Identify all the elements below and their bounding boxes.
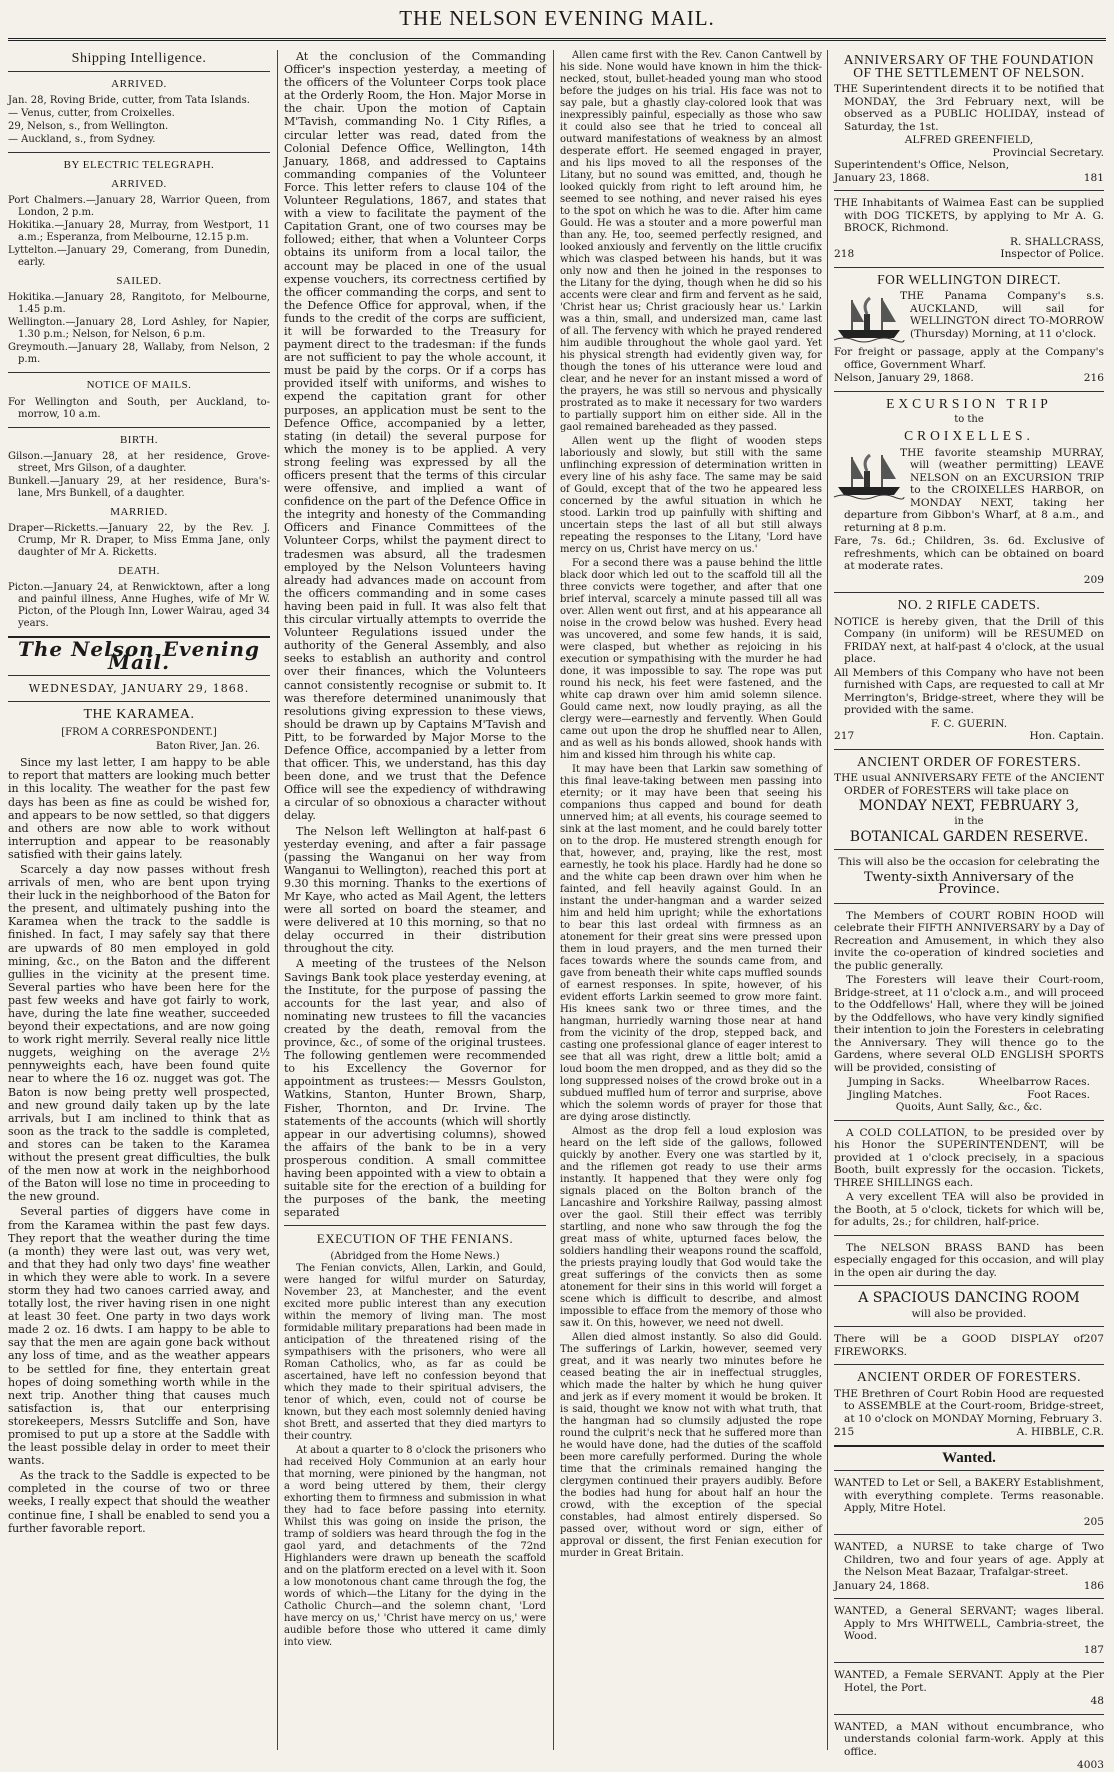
- karamea-source: [FROM A CORRESPONDENT.]: [61, 727, 217, 739]
- ad-number: 205: [1083, 1515, 1104, 1528]
- ad-dog-tickets: [834, 197, 1104, 261]
- column-divider: [827, 50, 828, 1750]
- column-3: [560, 50, 822, 1750]
- ad-excursion: [834, 395, 1104, 587]
- article-paragraph: Allen died almost instantly. So also did Gould. The sufferings of Larkin, however, seemed very great, and it was nearly two minutes before he ceased beating the air in ineffectual struggles, which made the halter by which he hung quiver and jerk as if every moment it would be broken. It is said, thought we know not with what truth, that the hangman had so clumsily adjusted the rope round the culprit's neck that he suffered more than he would have done, had the duties of the scaffold been more carefully performed. During the whole time that the criminals remained hanging the clergymen continued their prayers audibly. Before the bodies had hung for about half an hour the crowd, with the exception of the special constables, had almost entirely dispersed. So passed over, without word or sign, either of approval or dissent, the first Fenian execution for murder in Great Britain.: [560, 1332, 822, 1559]
- shipping-entry: Port Chalmers.—January 28, Warrior Queen, from London, 2 p.m.: [8, 195, 270, 219]
- ad-text: THE Superintendent directs it to be notified that MONDAY, the 3rd February next, will be observed as a PUBLIC HOLIDAY, instead of Saturday, the 1st.: [834, 83, 1104, 133]
- wanted-ad: WANTED to Let or Sell, a BAKERY Establishment, with everything complete. Terms reasonable. Apply, Mitre Hotel.: [834, 1477, 1104, 1514]
- wanted-ad: WANTED, a Female SERVANT. Apply at the Pier Hotel, the Port.: [834, 1669, 1104, 1694]
- shipping-entry: Lyttelton.—January 29, Comerang, from Dunedin, early.: [8, 245, 270, 269]
- ad-dancing-room-sub: will also be provided.: [911, 1307, 1027, 1320]
- article-paragraph: At about a quarter to 8 o'clock the prisoners who had received Holy Communion at an early hour that morning, were pinioned by the hangman, not a word being uttered by them, their clergy exhorting them to firmness and submission in what they had to face before passing into eternity. Whilst this was going on inside the prison, the tramp of soldiers was heard through the fog in the gaol yard, and detachments of the 72nd Highlanders were drawn up beneath the scaffold and on the platform erected on a level with it. Soon a low monotonous chant came through the fog, the words of which—the Litany for the dying in the Catholic Church—and the solemn chant, 'Lord have mercy on us,' 'Christ have mercy on us,' were audible before those who uttered it came dimly into view.: [284, 1445, 546, 1649]
- shipping-entry: Hokitika.—January 28, Murray, from Westport, 11 a.m.; Esperanza, from Melbourne, 12.15 p.m.: [8, 220, 270, 244]
- ad-venue: BOTANICAL GARDEN RESERVE.: [849, 828, 1089, 845]
- ad-text: NOTICE is hereby given, that the Drill of this Company (in uniform) will be RESUMED on FRIDAY next, at half-past 4 o'clock, at the usual place.: [834, 615, 1104, 665]
- shipping-entry: — Auckland, s., from Sydney.: [8, 134, 156, 146]
- ad-to: to the: [954, 414, 984, 425]
- wanted-section: [834, 1449, 1104, 1772]
- ad-anniversary: [834, 54, 1104, 184]
- ad-date: January 24, 1868.: [834, 1579, 930, 1592]
- ad-paragraph: The Foresters will leave their Court-room, Bridge-street, at 11 o'clock a.m., and will proceed to the Oddfellows' Hall, where they will be joined by the Oddfellows, who have very kindly signified their intention to join the Foresters in celebrating the Anniversary. They will thence go to the Gardens, where several OLD ENGLISH SPORTS will be provided, consisting of: [834, 974, 1104, 1074]
- ad-signature: F. C. GUERIN.: [930, 717, 1008, 730]
- ad-rifle-cadets: [834, 599, 1104, 743]
- ad-occasion: This will also be the occasion for celebrating the: [838, 856, 1100, 868]
- fenians-heading: EXECUTION OF THE FENIANS.: [316, 1231, 514, 1247]
- article-paragraph: As the track to the Saddle is expected to be completed in the course of two or three weeks, I really expect that should the weather continue fine, I shall be enabled to send you a further favorable report.: [8, 1469, 270, 1535]
- masthead-rule: [8, 38, 1106, 41]
- issue-date: WEDNESDAY, JANUARY 29, 1868.: [28, 682, 250, 696]
- birth-notice: Gilson.—January 28, at her residence, Grove-street, Mrs Gilson, of a daughter.: [8, 450, 270, 474]
- telegraph-heading: BY ELECTRIC TELEGRAPH.: [63, 159, 215, 172]
- ad-text: THE Inhabitants of Waimea East can be supplied with DOG TICKETS, by applying to Mr A. G. BROCK, Richmond.: [834, 197, 1104, 234]
- article-paragraph: It may have been that Larkin saw something of this final leave-taking between men passing into eternity; or it may have been that seeing his companions thus capped and bound for death unnerved him; at all events, his courage seemed to sink at the last moment, and he could barely totter on to the drop. He mustered strength enough for that, however, and, praying, like the rest, most earnestly, he took his place. Hardly had he done so and the white cap been drawn over him when he fainted, and fell heavily against Gould. In an instant the under-hangman and a warder seized him and held him upright; while the exhortations to bear this last ordeal with firmness as an atonement for their great sins were pressed upon them in loud prayers, and the men turned their faces towards where the sounds came from, and gave from beneath their white caps muffled sounds of earnest responses. In spite, however, of his evident efforts Larkin seemed to grow more faint. His knees sank two or three times, and the hangman, hurriedly warning those near at hand from the vicinity of the drop, stepped back, and casting one professional glance of eager interest to see that all was right, drew a little bolt; amid a loud boom the men dropped, and as they did so the long suppressed noises of the crowd broke out in a subdued muffled hum of terror and surprise, above which the solemn words of prayer for those that are dying arose distinctly.: [560, 764, 822, 1123]
- ad-foresters-assemble: [834, 1371, 1104, 1439]
- article-paragraph: Several parties of diggers have come in from the Karamea within the past few days. They report that the weather during the time (a month) they were last out, was very wet, and that they had only two days' fine weather in which they were able to work. In a severe storm they had two canoes carried away, and totally lost, the river having risen in one night at least 30 feet. One party in two days work made 2 oz. 16 dwts. I am happy to be able to say that the men are again gone back without any loss of time, and as the weather appears to be settled for fine, they entertain great hopes of doing something worth while in the next trip. Another thing that causes much satisfaction is, that our enterprising storekeepers, Messrs Sutcliffe and Son, have promised to put up a store at the Saddle with the least possible delay in order to meet their wants.: [8, 1205, 270, 1468]
- ad-title: ANCIENT ORDER OF FORESTERS.: [856, 1369, 1082, 1384]
- sport-item: Jumping in Sacks.: [848, 1076, 945, 1088]
- ad-event-date: MONDAY NEXT, FEBRUARY 3,: [858, 798, 1080, 814]
- ad-text: For freight or passage, apply at the Company's office, Government Wharf.: [834, 346, 1104, 371]
- ad-title: EXCURSION TRIP: [886, 395, 1052, 411]
- article-paragraph: At the conclusion of the Commanding Officer's inspection yesterday, a meeting of the officers of the Volunteer Corps took place at the Orderly Room, the Hon. Major Morse in the chair. Upon the motion of Captain M'Tavish, commanding No. 1 City Rifles, a circular letter was read, dated from the Colonial Defence Office, Wellington, 14th January, 1868, and addressed to Captains commanding companies of the Volunteer Force. This letter refers to clause 104 of the Volunteer Regulations, 1867, and states that with a view to facilitate the payment of the Capitation Grant, one of two courses may be followed; either, that when a Volunteer Corps obtains its uniform from a local tailor, the account may be placed in one of the usual expense vouchers, its correctness certified by the officer commanding the corps, and sent to the Defence Office for approval, when, if the funds to the credit of the corps are sufficient, it will be forwarded to the Treasury for payment direct to the tradesman: if the funds are not sufficient to pay the whole account, it must be paid by the corps. Or if a corps has provided itself with uniforms, and wishes to expend the capitation grant for other purposes, an application must be sent to the Defence Office, accompanied by a letter, stating (in detail) the several purpose for which the money is to be applied. A very strong feeling was expressed by all the officers present that the terms of this circular were offensive, and implied a want of confidence on the part of the Defence Office in the integrity and honesty of the Commanding Officers and Finance Committees of the Volunteer Corps, whilst the payment direct to tradesmen was absurd, all the tradesmen employed by the Nelson Volunteers having already had advances made on account from the officers commanding and in some cases having been paid in full. It was also felt that this circular virtually attempts to override the Volunteer Regulations issued under the authority of the General Assembly, and also seeks to establish an authority and control over their finances, which the Volunteers cannot consistently recognise or submit to. It was therefore determined unanimously that resolutions giving expression to these views, should be drawn up by Captains M'Tavish and Pitt, to be forwarded by Major Morse to the Defence Office, accompanied by a letter from that officer. This, we understand, has this day been done, and we trust that the Defence Office will see the expediency of withdrawing a circular of so obnoxious a character without delay.: [284, 50, 546, 823]
- ad-in: in the: [954, 815, 984, 827]
- ad-number: 216: [1083, 372, 1104, 384]
- shipping-entry: Wellington.—January 28, Lord Ashley, for Napier, 1.30 p.m.; Nelson, for Nelson, 6 p.m.: [8, 317, 270, 341]
- sport-item: Quoits, Aunt Sally, &c., &c.: [895, 1101, 1043, 1113]
- ad-signature: A. HIBBLE, C.R.: [1016, 1426, 1104, 1438]
- fenians-source: (Abridged from the Home News.): [330, 1251, 500, 1263]
- column-divider: [553, 50, 554, 1750]
- ad-role: Hon. Captain.: [1029, 730, 1104, 742]
- shipping-entry: Hokitika.—January 28, Rangitoto, for Melbourne, 1.45 p.m.: [8, 292, 270, 316]
- article-paragraph: Allen went up the flight of wooden steps laboriously and slowly, but still with the same unflinching expression of determination written in every line of his ashy face. The same may be said of Gould, except that of the two he appeared less concerned by the awful situation in which he stood. Larkin trod up painfully with shifting and uncertain steps the last of all but still always repeating the responses to the Litany, 'Lord have mercy on us, Christ have mercy on us.': [560, 436, 822, 555]
- article-paragraph: The Nelson left Wellington at half-past 6 yesterday evening, and after a fair passage (passing the Wanganui on her way from Wanganui to Wellington), reached this port at 9.30 this morning. Thanks to the exertions of Mr Kaye, who acted as Mail Agent, the letters were all sorted on board the steamer, and were delivered at 10 this morning, so that no delay occurred in their distribution throughout the city.: [284, 824, 546, 956]
- paper-nameplate: The Nelson Evening Mail.: [17, 636, 261, 674]
- wanted-ad: WANTED, a NURSE to take charge of Two Children, two and four years of age. Apply at the Nelson Meat Bazaar, Trafalgar-street.: [834, 1541, 1104, 1578]
- article-paragraph: A meeting of the trustees of the Nelson Savings Bank took place yesterday evening, at the Institute, for the purpose of passing the accounts for the last year, and also of nominating new trustees to fill the vacancies created by the death, removal from the province, &c., of some of the original trustees. The following gentlemen were recommended to his Excellency the Governor for appointment as trustees:— Messrs Goulston, Watkins, Stanton, Hunter Brown, Sharp, Fisher, Thornton, and Dr. Irvine. The statements of the accounts (which will shortly appear in our advertising columns), showed the affairs of the bank to be in a very prosperous condition. A small committee having been appointed with a view to obtain a suitable site for the erection of a building for the purposes of the bank, the meeting separated: [284, 957, 546, 1220]
- ad-number: 207: [1083, 1333, 1104, 1345]
- shipping-entry: — Venus, cutter, from Croixelles.: [8, 108, 175, 120]
- column-1: [8, 50, 270, 1750]
- sport-item: Foot Races.: [1027, 1088, 1090, 1101]
- newspaper-title: THE NELSON EVENING MAIL.: [399, 6, 715, 30]
- ad-title: ANCIENT ORDER OF FORESTERS.: [856, 753, 1082, 769]
- ad-signature: ALFRED GREENFIELD,: [904, 134, 1034, 146]
- ad-title: ANNIVERSARY OF THE FOUNDATION OF THE SETTLEMENT OF NELSON.: [843, 52, 1095, 80]
- column-2: [284, 50, 546, 1750]
- ad-text: THE Panama Company's s.s. AUCKLAND, will sail for WELLINGTON direct TO-MORROW (Thursday) Morning, at 11 o'clock.: [900, 290, 1104, 340]
- ad-text: All Members of this Company who have not been furnished with Caps, are requested to call at Mr Merrington's, Bridge-street, where they will be provided with the same.: [834, 666, 1104, 716]
- karamea-heading: THE KARAMEA.: [83, 707, 195, 723]
- ad-number: 209: [1083, 573, 1104, 586]
- sport-item: Jingling Matches.: [848, 1088, 943, 1101]
- ad-number: 187: [1083, 1643, 1104, 1656]
- ad-number: 186: [1083, 1579, 1104, 1592]
- ad-dancing-room: A SPACIOUS DANCING ROOM: [858, 1290, 1080, 1306]
- masthead: [0, 0, 1114, 44]
- telegraph-arrived-heading: ARRIVED.: [111, 178, 167, 191]
- ad-text: THE favorite steamship MURRAY, will (weather permitting) LEAVE NELSON on an EXCURSION TRIP to the CROIXELLES HARBOR, on MONDAY NEXT, taking her departure from Gibbon's Wharf, at 8 a.m., and returning at 8 p.m.: [844, 446, 1104, 534]
- karamea-dateline: Baton River, Jan. 26.: [156, 741, 260, 753]
- ad-number: 181: [1083, 171, 1104, 184]
- mails-heading: NOTICE OF MAILS.: [86, 379, 192, 392]
- shipping-entry: Greymouth.—January 28, Wallaby, from Nelson, 2 p.m.: [8, 342, 270, 366]
- ad-paragraph: A COLD COLLATION, to be presided over by his Honor the SUPERINTENDENT, will be provided at 1 o'clock precisely, in a spacious Booth, built expressly for the occasion. Tickets, THREE SHILLINGS each.: [834, 1126, 1104, 1189]
- article-paragraph: Scarcely a day now passes without fresh arrivals of men, who are bent upon trying their luck in the neighborhood of the Baton for the present, and ultimately pushing into the Karamea when the track to the saddle is finished. In fact, I may safely say that there are upwards of 80 men employed in gold mining, &c., on the Baton and the different gullies in the vicinity at the present time. Several parties who have been here for the past few weeks and have got fairly to work, have, during the late fine weather, succeeded beyond their expectations, and are now going to work right merrily. Several really nice little nuggets, weighing on the average 2½ pennyweights each, have been found quite near to where the 16 oz. nugget was got. The Baton is now being pretty well prospected, and new ground daily taken up by the late arrivals, but I am inclined to think that as soon as the track to the saddle is completed, and stores can be taken to the Karamea without the present great difficulties, the bulk of the men now at work in the neighborhood of the Baton will lose no time in proceeding to the new ground.: [8, 862, 270, 1204]
- ad-title: NO. 2 RIFLE CADETS.: [897, 597, 1041, 612]
- ad-date: Nelson, January 29, 1868.: [834, 372, 974, 384]
- article-paragraph: Allen came first with the Rev. Canon Cantwell by his side. None would have known in him the thick-necked, stout, bullet-headed young man who stood before the judges on his trial. His face was not to say pale, but a ghastly clay-colored look that was inexpressibly painful, especially as those who saw it could also see that he tried to conceal all outward manifestations of weakness by an almost desperate effort. He seemed engaged in prayer, and his lips moved to all the responses of the Litany, but no sound was emitted, and, though he looked quickly from right to left around him, he seemed to see nothing, and never raised his eyes to the spot on which he was to die. After him came Gould. He was a stouter and a more powerful man than any. He, too, seemed perfectly resigned, and looked anxiously and fervently on the little crucifix which was clasped between his hands, but it was only now and then he joined in the responses to the Litany for the dying, though when he did so his accents were clear and firm and fervent as he said, 'Christ hear us; Christ graciously hear us.' Larkin was a thin, small, and undersized man, came last of all. The fervency with which he prayed rendered him audible throughout the whole gaol yard. Yet his physical strength had evidently given way, for though the tones of his utterance were loud and clear, and he never for an instant missed a word of the prayers, he was still so nervous and physically prostrated as to make it necessary for two warders to partially support him on either side. All in the gaol remained bareheaded as they passed.: [560, 50, 822, 433]
- ad-number: 4003: [1077, 1759, 1104, 1771]
- ad-number: 48: [1090, 1695, 1104, 1707]
- ad-fireworks: There will be a GOOD DISPLAY of FIREWORKS.: [834, 1333, 1084, 1358]
- ad-date: January 23, 1868.: [834, 171, 930, 184]
- death-notice: Picton.—January 24, at Renwicktown, after a long and painful illness, Anne Hughes, wife of Mr W. Picton, of the Plough Inn, Lower Wairau, aged 34 years.: [8, 581, 270, 629]
- wanted-heading: Wanted.: [942, 1449, 996, 1466]
- shipping-heading: Shipping Intelligence.: [71, 51, 207, 66]
- married-heading: MARRIED.: [110, 505, 168, 518]
- ad-office: Superintendent's Office, Nelson,: [834, 159, 1010, 171]
- column-divider: [277, 50, 278, 1750]
- sport-item: Wheelbarrow Races.: [978, 1076, 1090, 1088]
- column-4-advertisements: [834, 50, 1104, 1771]
- ad-number: 218: [834, 248, 855, 260]
- ad-text: THE Brethren of Court Robin Hood are requested to ASSEMBLE at the Court-room, Bridge-street, at 10 o'clock on MONDAY Morning, February 3.: [834, 1387, 1104, 1425]
- ad-title: FOR WELLINGTON DIRECT.: [877, 271, 1061, 287]
- steamship-icon: [834, 292, 904, 344]
- wanted-ad: WANTED, a MAN without encumbrance, who understands colonial farm-work. Apply at this office.: [834, 1720, 1104, 1758]
- arrived-heading: ARRIVED.: [111, 78, 167, 91]
- ad-role: Inspector of Police.: [1000, 248, 1104, 260]
- ad-number: 217: [834, 730, 855, 742]
- ad-destination: CROIXELLES.: [904, 428, 1034, 443]
- sailed-heading: SAILED.: [116, 275, 162, 288]
- marriage-notice: Draper—Ricketts.—January 22, by the Rev. J. Crump, Mr R. Draper, to Miss Emma Jane, only daughter of Mr A. Ricketts.: [8, 522, 270, 558]
- ad-paragraph: The NELSON BRASS BAND has been especially engaged for this occasion, and will play in the open air during the day.: [834, 1241, 1104, 1279]
- steamship-icon: [834, 449, 904, 501]
- ad-text: THE usual ANNIVERSARY FETE of the ANCIENT ORDER of FORESTERS will take place on: [834, 772, 1104, 797]
- ad-text: Fare, 7s. 6d.; Children, 3s. 6d. Exclusive of refreshments, which can be obtained on board at moderate rates.: [834, 535, 1104, 572]
- mails-text: For Wellington and South, per Auckland, to-morrow, 10 a.m.: [8, 396, 270, 420]
- ad-anniversary: Twenty-sixth Anniversary of the Province.: [864, 869, 1074, 897]
- ad-foresters-fete: [834, 753, 1104, 1359]
- ad-signature: R. SHALLCRASS,: [1010, 235, 1104, 248]
- article-paragraph: Almost as the drop fell a loud explosion was heard on the left side of the gallows, followed quickly by another. Every one was startled by it, and the riflemen got ready to use their arms instantly. It happened that they were only fog signals placed on the Bolton branch of the Lancashire and Yorkshire Railway, passing almost over the gaol. Still their effect was terribly startling, and none who saw through the fog the great mass of white, upturned faces below, the soldiers handling their weapons round the scaffold, the priests praying loudly that God would take the great sufferings of the convicts then as some atonement for their sins in this world will forget a scene which is difficult to describe, and almost impossible to efface from the memory of those who saw it. On this, however, we need not dwell.: [560, 1126, 822, 1329]
- article-paragraph: The Fenian convicts, Allen, Larkin, and Gould, were hanged for wilful murder on Saturday, November 23, at Manchester, and the event excited more public interest than any execution within the memory of living man. The most formidable military preparations had been made in anticipation of the threatened rising of the sympathisers with the prisoners, who were all Roman Catholics, who, as far as could be ascertained, have left no confession beyond that which they made to their spiritual advisers, the tenor of which, even, could not of course be known, but they each most solemnly denied having shot Brett, and asserted that they died martyrs to their country.: [284, 1263, 546, 1443]
- ad-number: 215: [834, 1426, 855, 1438]
- ad-paragraph: A very excellent TEA will also be provided in the Booth, at 5 o'clock, tickets for which will be, for adults, 2s.; for children, half-price.: [834, 1191, 1104, 1228]
- shipping-entry: 29, Nelson, s., from Wellington.: [8, 121, 169, 133]
- birth-heading: BIRTH.: [119, 433, 159, 446]
- birth-notice: Bunkell.—January 29, at her residence, Bura's-lane, Mrs Bunkell, of a daughter.: [8, 475, 270, 499]
- death-heading: DEATH.: [118, 564, 160, 577]
- shipping-entry: Jan. 28, Roving Bride, cutter, from Tata Islands.: [8, 95, 250, 107]
- wanted-ad: WANTED, a General SERVANT; wages liberal. Apply to Mrs WHITWELL, Cambria-street, the Wood.: [834, 1605, 1104, 1642]
- article-paragraph: Since my last letter, I am happy to be able to report that matters are looking much better in this locality. The weather for the past few days has been as fine as could be wished for, and appears to be now settled, so that diggers and others are now able to work without interruption and appear to be reasonably satisfied with their gains lately.: [8, 756, 270, 861]
- ad-paragraph: The Members of COURT ROBIN HOOD will celebrate their FIFTH ANNIVERSARY by a Day of Recreation and Amusement, in which they also invite the co-operation of kindred societies and the public generally.: [834, 909, 1104, 972]
- ad-role: Provincial Secretary.: [992, 146, 1104, 159]
- article-paragraph: For a second there was a pause behind the little black door which led out to the scaffold till all the three convicts were together, and after that one brief interval, scarcely a minute passed till all was over. Allen went out first, and at his appearance all noise in the crowd below was hushed. Every head was uncovered, and some few hands, it is said, were clasped, but whether as rejoicing in his execution or sympathising with the murder he had done, it was impossible to say. The rope was put round his neck, his feet were fastened, and the white cap drawn over him amid solemn silence. Gould came next, now loudly praying, as all the clergy were—earnestly and fervently. When Gould came out upon the drop he shuffled near to Allen, and as well as his bonds allowed, shook hands with him and kissed him through his white cap.: [560, 558, 822, 761]
- ad-wellington: [834, 271, 1104, 385]
